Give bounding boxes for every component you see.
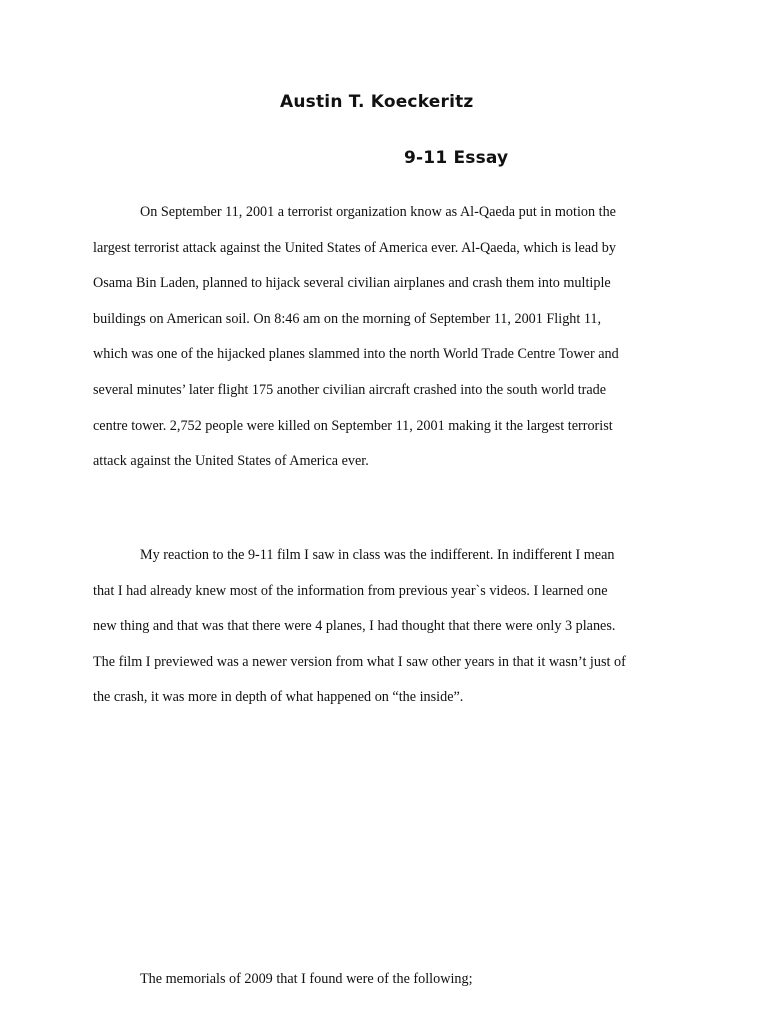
text-line: new thing and that was that there were 4 planes, I had thought that there were only 3 planes.	[93, 618, 616, 635]
text-line: centre tower. 2,752 people were killed on September 11, 2001 making it the largest terrorist	[93, 417, 613, 434]
text-line: My reaction to the 9-11 film I saw in class was the indifferent. In indifferent I mean	[140, 547, 615, 563]
text-line: attack against the United States of America ever.	[93, 453, 369, 470]
text-line: largest terrorist attack against the United States of America ever. Al-Qaeda, which is lead by	[93, 239, 616, 256]
text-line: the crash, it was more in depth of what happened on “the inside”.	[93, 689, 464, 706]
text-line: On September 11, 2001 a terrorist organization know as Al-Qaeda put in motion the	[140, 204, 616, 220]
essay-title: 9-11 Essay	[404, 148, 509, 168]
text-line: The memorials of 2009 that I found were of the following;	[140, 971, 473, 987]
text-line: that I had already knew most of the information from previous year`s videos. I learned one	[93, 582, 608, 599]
paragraph-introduction	[93, 195, 693, 480]
text-line: which was one of the hijacked planes slammed into the north World Trade Centre Tower and	[93, 346, 619, 363]
paragraph-memorials	[93, 962, 693, 998]
text-line: Osama Bin Laden, planned to hijack several civilian airplanes and crash them into multiple	[93, 275, 611, 292]
text-line: several minutes’ later flight 175 another civilian aircraft crashed into the south world trade	[93, 381, 607, 398]
author-name: Austin T. Koeckeritz	[280, 92, 474, 112]
text-line: buildings on American soil. On 8:46 am on the morning of September 11, 2001 Flight 11,	[93, 310, 602, 327]
paragraph-reaction	[93, 538, 693, 716]
text-line: The film I previewed was a newer version from what I saw other years in that it wasn’t just of	[93, 653, 626, 670]
